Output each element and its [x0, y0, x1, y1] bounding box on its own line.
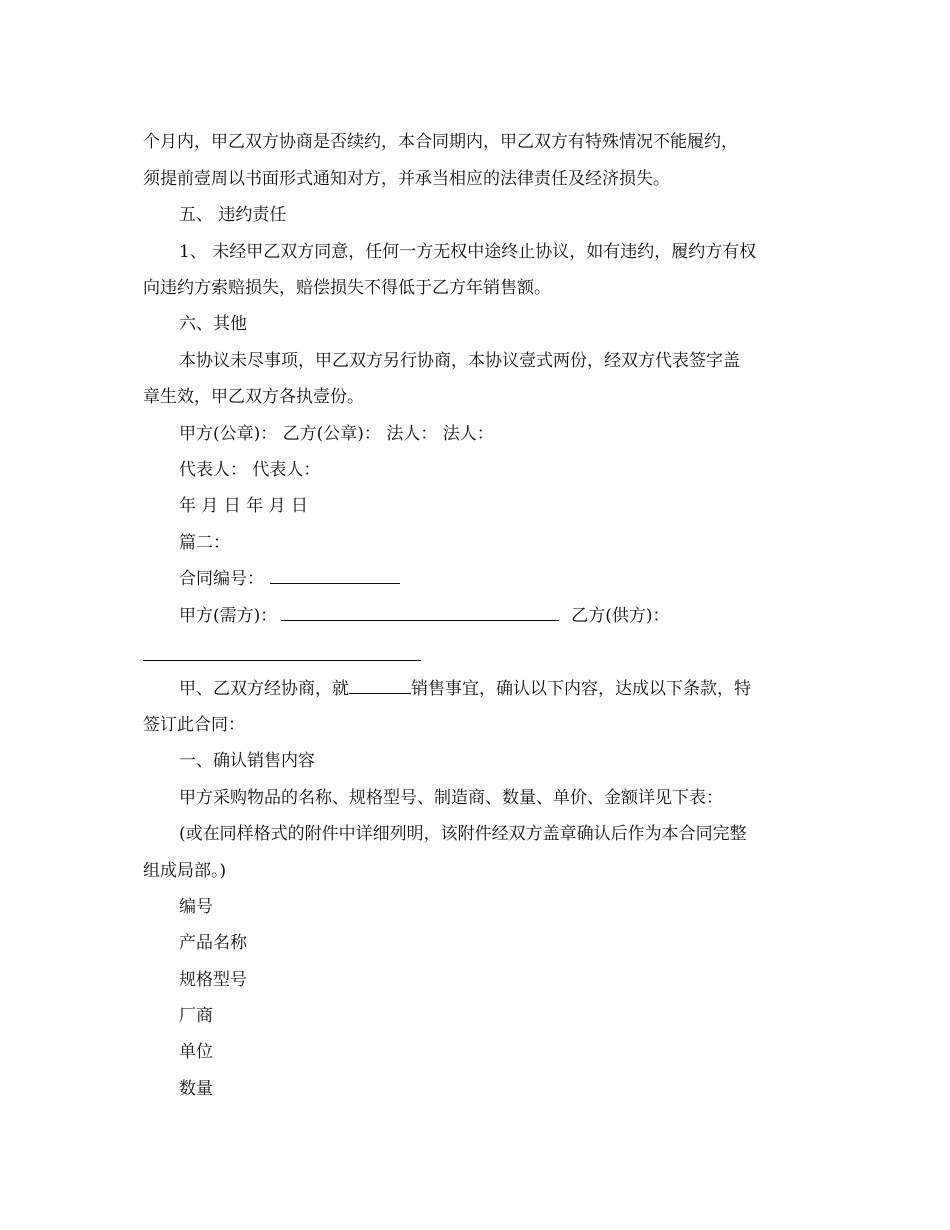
table-header-cell: 单位: [179, 1042, 213, 1062]
section-heading: 五、 违约责任: [179, 205, 287, 225]
paragraph-line: 章生效，甲乙双方各执壹份。: [143, 387, 364, 407]
contract-number-line: [179, 567, 400, 591]
contract-number-label: 合同编号：: [179, 569, 264, 589]
signature-representatives: 代表人： 代表人：: [179, 460, 321, 480]
intro-line: [179, 677, 751, 701]
paragraph-line: 签订此合同：: [143, 715, 245, 735]
contract-number-blank: [270, 567, 400, 584]
party-b-label: 乙方(供方)：: [571, 606, 670, 626]
part-heading: 篇二：: [179, 533, 230, 553]
paragraph-line: 甲方采购物品的名称、规格型号、制造商、数量、单价、金额详见下表：: [179, 788, 723, 808]
product-blank: [349, 677, 411, 694]
paragraph-line: 1、 未经甲乙双方同意，任何一方无权中途终止协议，如有违约，履约方有权: [179, 242, 757, 262]
section-heading: 一、确认销售内容: [179, 751, 315, 771]
party-a-blank: [281, 604, 559, 621]
party-a-label: 甲方(需方)：: [179, 606, 278, 626]
table-header-cell: 编号: [179, 897, 213, 917]
table-header-cell: 产品名称: [179, 933, 247, 953]
parties-line: [179, 604, 670, 628]
signature-dates: 年 月 日 年 月 日: [179, 496, 309, 516]
paragraph-line: 本协议未尽事项，甲乙双方另行协商，本协议壹式两份，经双方代表签字盖: [179, 351, 740, 371]
intro-text-a: 甲、乙双方经协商，就: [179, 679, 349, 699]
section-heading: 六、其他: [179, 314, 247, 334]
signature-parties: 甲方(公章)： 乙方(公章)： 法人： 法人：: [179, 424, 494, 444]
party-b-blank: [143, 660, 421, 661]
paragraph-line: 个月内，甲乙双方协商是否续约，本合同期内，甲乙双方有特殊情况不能履约，: [143, 132, 738, 152]
paragraph-line: 须提前壹周以书面形式通知对方，并承当相应的法律责任及经济损失。: [143, 169, 670, 189]
table-header-cell: 数量: [179, 1079, 213, 1099]
paragraph-line: 向违约方索赔损失，赔偿损失不得低于乙方年销售额。: [143, 278, 551, 298]
paragraph-line: 组成局部。): [143, 861, 227, 881]
intro-text-b: 销售事宜，确认以下内容，达成以下条款，特: [411, 679, 751, 699]
table-header-cell: 厂商: [179, 1006, 213, 1026]
paragraph-line: (或在同样格式的附件中详细列明，该附件经双方盖章确认后作为本合同完整: [179, 824, 747, 844]
table-header-cell: 规格型号: [179, 970, 247, 990]
